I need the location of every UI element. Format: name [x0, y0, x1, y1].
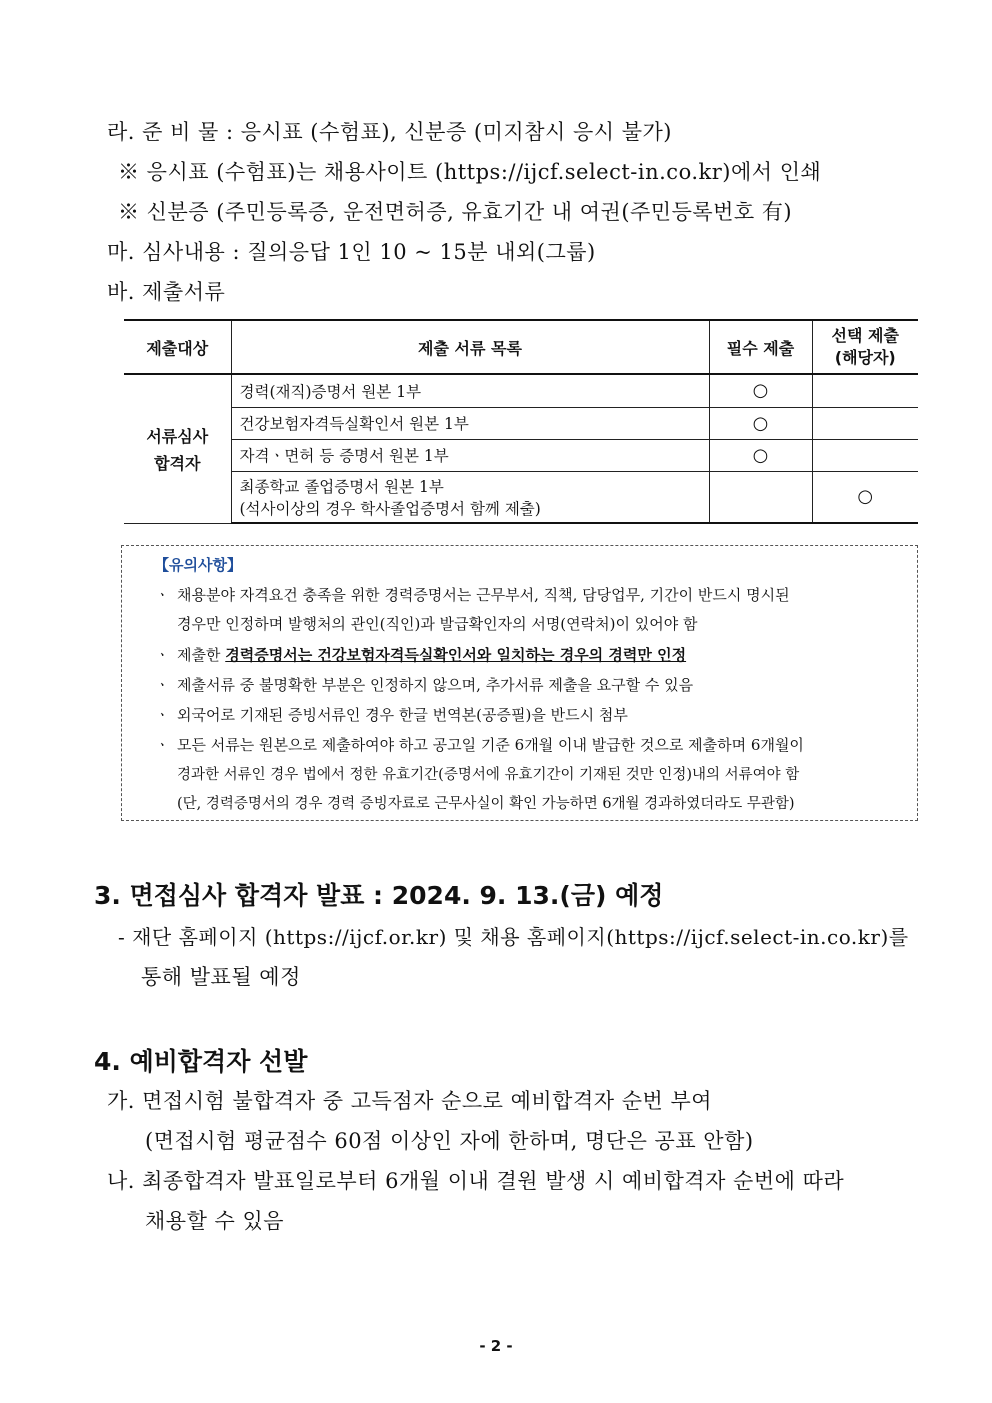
optional-mark [812, 407, 918, 439]
table-header-row [124, 320, 918, 374]
section-3-title: 3. 면접심사 합격자 발표 : 2024. 9. 13.(금) 예정 [94, 881, 664, 910]
section-3-line-2: 통해 발표될 예정 [141, 965, 301, 989]
bullet-icon: ㆍ [155, 676, 170, 694]
required-mark [709, 471, 812, 523]
notes-box [121, 545, 918, 821]
bullet-icon: ㆍ [155, 646, 170, 664]
section-4-na-line-2: 채용할 수 있음 [145, 1209, 285, 1233]
header-target: 제출대상 [124, 320, 231, 374]
notes-title: 【유의사항】 [154, 556, 242, 574]
header-doc-list: 제출 서류 목록 [231, 320, 709, 374]
header-required: 필수 제출 [709, 320, 812, 374]
section-4-ga-line-2: (면접시험 평균점수 60점 이상인 자에 한하며, 명단은 공표 안함) [145, 1129, 754, 1153]
item-ra: 라. 준 비 물 : 응시표 (수험표), 신분증 (미지참시 응시 불가) [107, 120, 672, 144]
doc-name: 자격ㆍ면허 등 증명서 원본 1부 [231, 439, 709, 471]
bullet-icon: ㆍ [155, 736, 170, 754]
doc-name: 최종학교 졸업증명서 원본 1부 (석사이상의 경우 학사졸업증명서 함께 제출) [231, 471, 709, 523]
item-ra-note1: ※ 응시표 (수험표)는 채용사이트 (https://ijcf.select-in.co.kr)에서 인쇄 [118, 160, 822, 184]
item-ra-note2: ※ 신분증 (주민등록증, 운전면허증, 유효기간 내 여권(주민등록번호 有) [118, 200, 793, 224]
item-ma: 마. 심사내용 : 질의응답 1인 10 ~ 15분 내외(그룹) [107, 240, 596, 264]
page-number: - 2 - [479, 1337, 513, 1355]
doc-name: 건강보험자격득실확인서 원본 1부 [231, 407, 709, 439]
note-4: 외국어로 기재된 증빙서류인 경우 한글 번역본(공증필)을 반드시 첨부 [177, 706, 628, 724]
required-mark: ○ [709, 439, 812, 471]
note-2: 제출한 경력증명서는 건강보험자격득실확인서와 일치하는 경우의 경력만 인정 [177, 646, 687, 664]
note-3: 제출서류 중 불명확한 부분은 인정하지 않으며, 추가서류 제출을 요구할 수 있음 [177, 676, 694, 694]
optional-mark [812, 439, 918, 471]
note-1-line-1: 채용분야 자격요건 충족을 위한 경력증명서는 근무부서, 직책, 담당업무, 기간이 반드시 명시된 [177, 586, 790, 604]
table-row [124, 439, 918, 471]
doc-name: 경력(재직)증명서 원본 1부 [231, 374, 709, 407]
bullet-icon: ㆍ [155, 586, 170, 604]
section-4-na-line-1: 나. 최종합격자 발표일로부터 6개월 이내 결원 발생 시 예비합격자 순번에 따라 [107, 1169, 845, 1193]
section-3-line-1: - 재단 홈페이지 (https://ijcf.or.kr) 및 채용 홈페이지(https://ijcf.select-in.co.kr)를 [118, 925, 909, 949]
note-1-line-2: 경우만 인정하며 발행처의 관인(직인)과 발급확인자의 서명(연락처)이 있어야 함 [177, 615, 698, 633]
table-row [124, 407, 918, 439]
table-row [124, 471, 918, 523]
note-5-line-2: 경과한 서류인 경우 법에서 정한 유효기간(증명서에 유효기간이 기재된 것만 인정)내의 서류여야 함 [177, 767, 800, 783]
category-cell: 서류심사 합격자 [124, 374, 231, 523]
optional-mark [812, 374, 918, 407]
required-mark: ○ [709, 407, 812, 439]
note-5-line-1: 모든 서류는 원본으로 제출하여야 하고 공고일 기준 6개월 이내 발급한 것으로 제출하며 6개월이 [177, 736, 804, 754]
header-optional: 선택 제출 (해당자) [812, 320, 918, 374]
optional-mark: ○ [812, 471, 918, 523]
table-row [124, 374, 918, 407]
required-mark: ○ [709, 374, 812, 407]
documents-table [124, 319, 918, 524]
item-ba: 바. 제출서류 [107, 280, 226, 304]
section-4-title: 4. 예비합격자 선발 [94, 1047, 308, 1076]
section-4-ga-line-1: 가. 면접시험 불합격자 중 고득점자 순으로 예비합격자 순번 부여 [107, 1089, 713, 1113]
bullet-icon: ㆍ [155, 706, 170, 724]
note-5-line-3: (단, 경력증명서의 경우 경력 증빙자료로 근무사실이 확인 가능하면 6개월 경과하였더라도 무관함) [177, 796, 795, 812]
